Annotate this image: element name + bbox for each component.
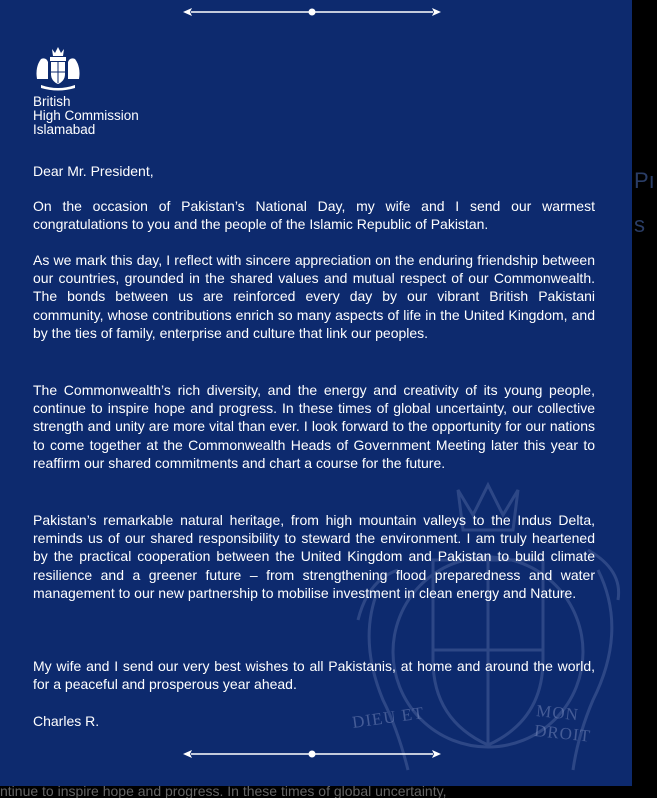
background-text-fragment: Pı [634, 168, 655, 193]
salutation: Dear Mr. President, [33, 163, 154, 179]
paragraph-commonwealth: The Commonwealth’s rich diversity, and the energy and creativity of its young people, continue to inspire hope and progress. In these times of global uncertainty, our collective strength and unity are more vital than ever. I look forward to the opportunity for our nations to come together at the Commonwealth Heads of Government Meeting later this year to reaffirm our shared commitments and chart a course for the future. [33, 382, 595, 471]
top-divider-ornament-icon [183, 6, 441, 18]
motto-right: MON DROIT [533, 701, 592, 746]
paragraph-natural-heritage: Pakistan’s remarkable natural heritage, from high mountain valleys to the Indus Delta, reminds us of our shared responsibility to steward the environment. I am truly heartened by the practical cooperation between the United Kingdom and Pakistan to build climate resilience and a greener future – from strengthening flood preparedness and water management to our new partnership to mobilise investment in clean energy and Nature. [33, 512, 595, 601]
organization-name [33, 95, 139, 137]
paragraph-best-wishes: My wife and I send our very best wishes to all Pakistanis, at home and around the world, for a peaceful and prosperous year ahead. [33, 658, 595, 693]
paragraph-friendship: As we mark this day, I reflect with sincere appreciation on the enduring friendship between our countries, grounded in the shared values and mutual respect of our Commonwealth. The bonds between us are reinforced every day by our vibrant British Pakistani community, whose contributions enrich so many aspects of life in the United Kingdom, and by the ties of family, enterprise and culture that link our peoples. [33, 252, 595, 341]
motto-left: DIEU ET [350, 703, 426, 732]
org-line-high-commission: High Commission [33, 108, 139, 123]
signature: Charles R. [33, 713, 100, 729]
background-text-fragment: s [634, 212, 645, 237]
royal-coat-of-arms-icon [33, 45, 83, 91]
paragraph-national-day: On the occasion of Pakistan’s National Day, my wife and I send our warmest congratulations to you and the people of the Islamic Republic of Pakistan. [33, 198, 595, 233]
background-text-line: ntinue to inspire hope and progress. In these times of global uncertainty, [0, 784, 447, 798]
org-line-british: British [33, 94, 71, 109]
bottom-divider-ornament-icon [183, 748, 441, 760]
org-line-islamabad: Islamabad [33, 122, 96, 137]
